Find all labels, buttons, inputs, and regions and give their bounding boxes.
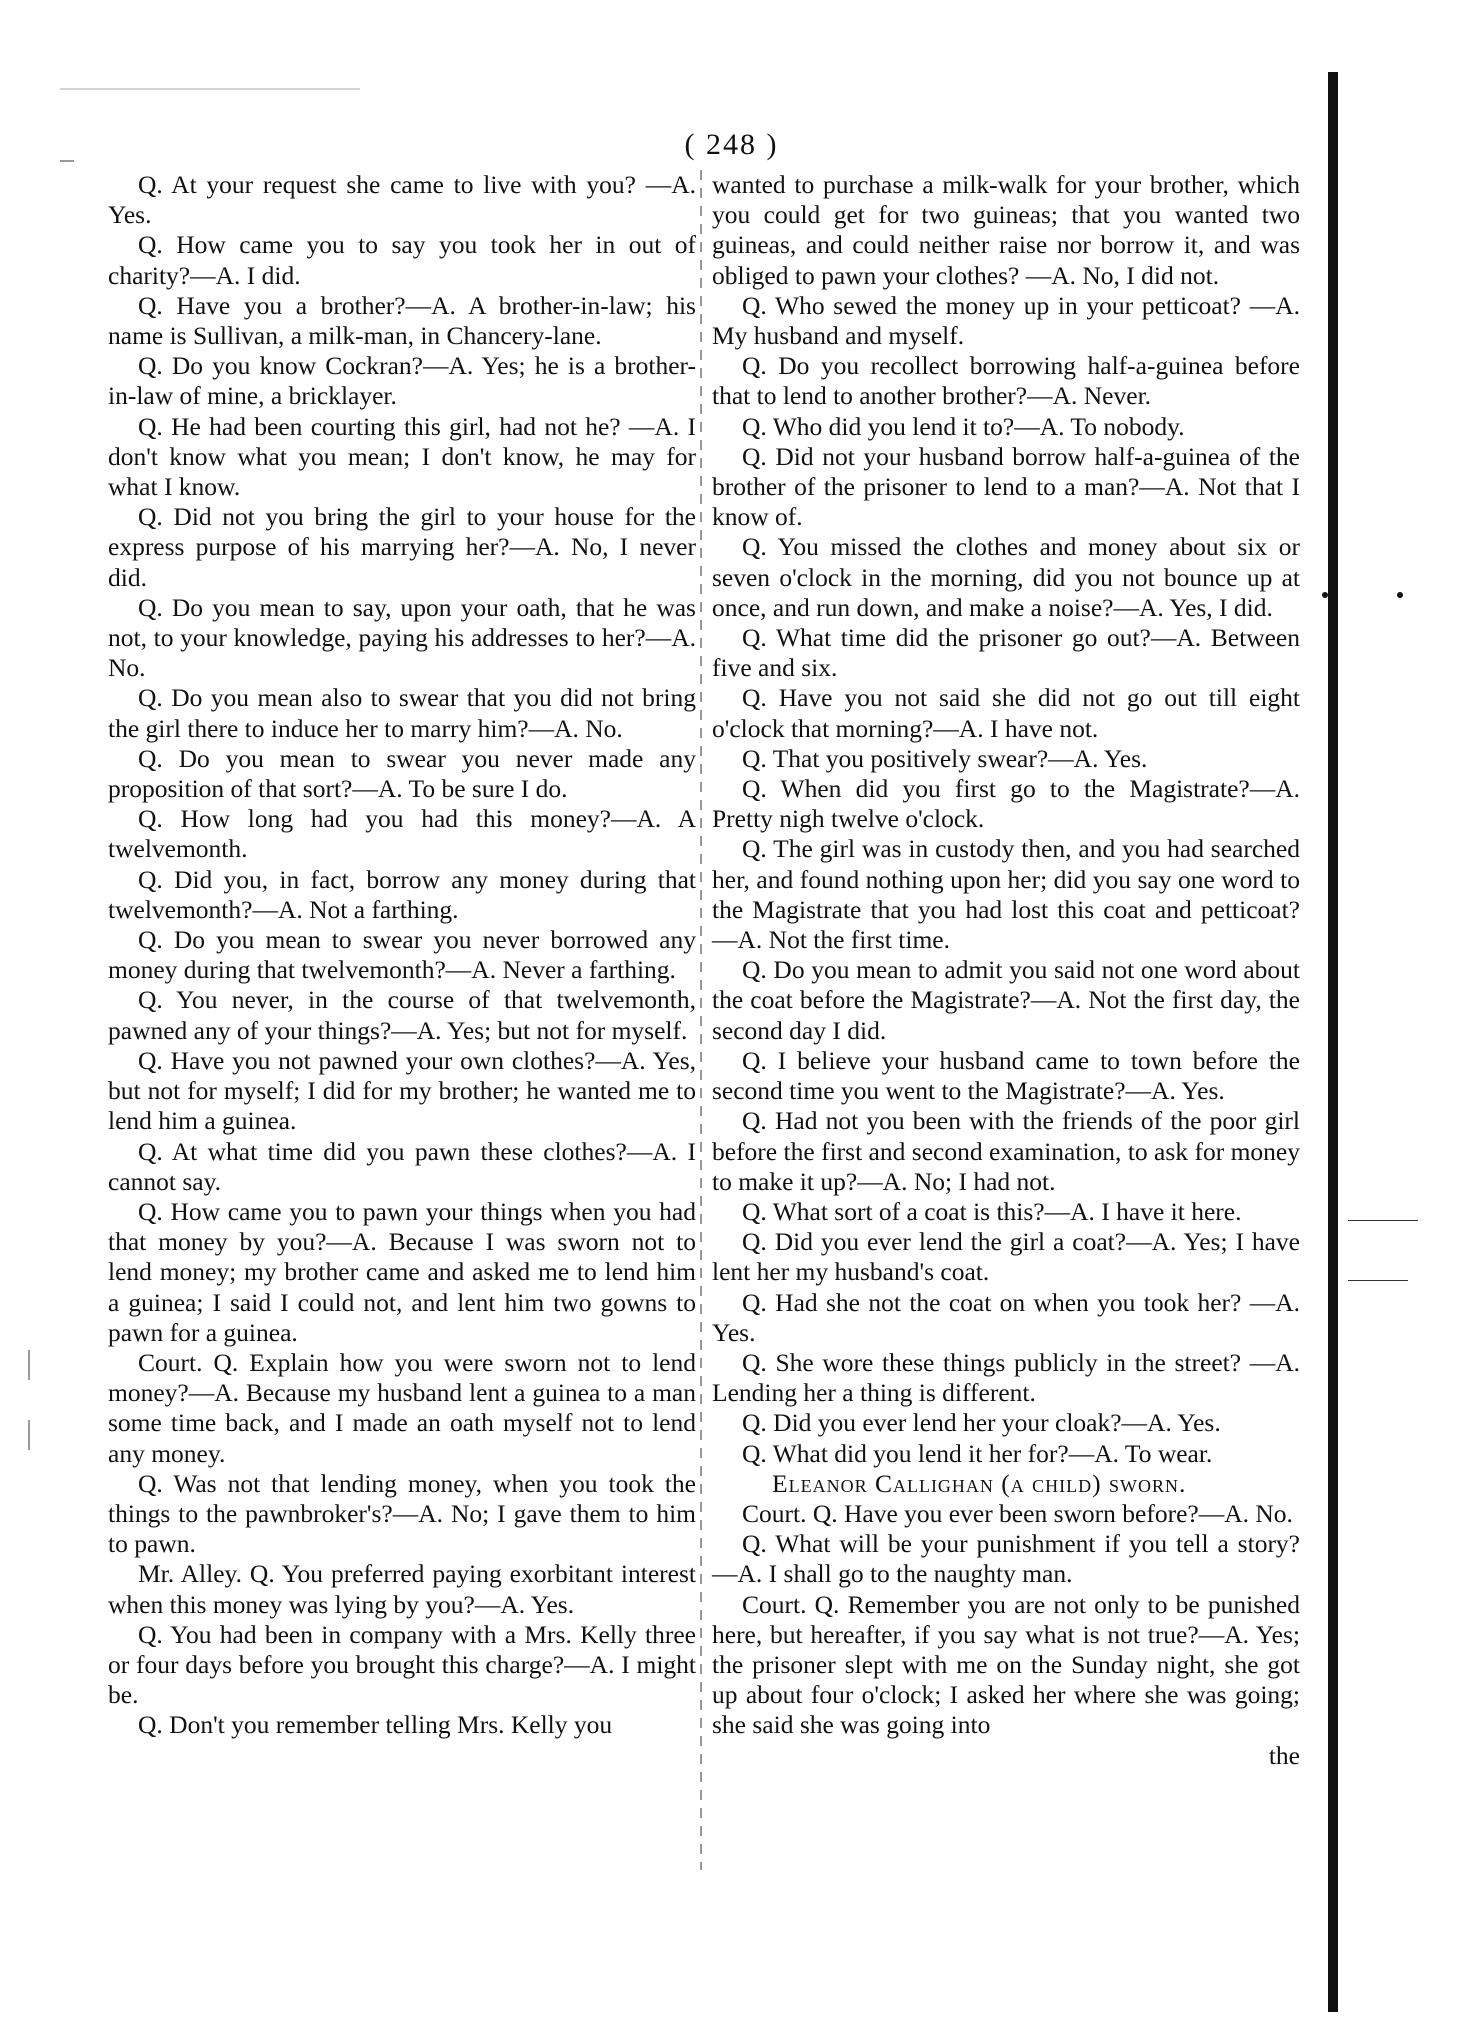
- edge-mark: [1348, 1280, 1408, 1281]
- catchword: the: [1268, 1740, 1300, 1770]
- paragraph: Q. You never, in the course of that twelvemonth, pawned any of your things?—A. Yes; but not for myself.: [108, 985, 696, 1045]
- paragraph: Mr. Alley. Q. You preferred paying exorbitant interest when this money was lying by you?—A. Yes.: [108, 1559, 696, 1619]
- right-column-part-a: [712, 291, 1300, 1469]
- paragraph: Q. You had been in company with a Mrs. Kelly three or four days before you brought this charge?—A. I might be.: [108, 1619, 696, 1710]
- paragraph: Q. Did not you bring the girl to your house for the express purpose of his marrying her?—A. No, I never did.: [108, 502, 696, 592]
- scan-speck: [28, 1420, 30, 1450]
- paragraph: Q. She wore these things publicly in the street? —A. Lending her a thing is different.: [712, 1347, 1300, 1408]
- paragraph: Q. Who sewed the money up in your petticoat? —A. My husband and myself.: [712, 290, 1300, 351]
- paragraph: Q. Do you know Cockran?—A. Yes; he is a brother-in-law of mine, a bricklayer.: [108, 351, 696, 411]
- scan-speck: [60, 160, 74, 162]
- paragraph: Q. That you positively swear?—A. Yes.: [742, 743, 1148, 773]
- column-divider: [700, 170, 702, 1870]
- paragraph: Q. Did not your husband borrow half-a-guinea of the brother of the prisoner to lend to a man?—A. Not that I know of.: [712, 441, 1300, 532]
- paragraph: Q. I believe your husband came to town before the second time you went to the Magistrate?—A. Yes.: [712, 1045, 1300, 1106]
- paragraph: Q. Do you mean to swear you never borrowed any money during that twelvemonth?—A. Never a farthing.: [108, 925, 696, 985]
- paragraph: Q. Do you mean also to swear that you did not bring the girl there to induce her to marry him?—A. No.: [108, 683, 696, 743]
- right-column-part-b: [712, 1499, 1300, 1741]
- paragraph: Q. When did you first go to the Magistrate?—A. Pretty nigh twelve o'clock.: [712, 774, 1300, 834]
- paragraph: Court. Q. Remember you are not only to be punished here, but hereafter, if you say what is not true?—A. Yes; the prisoner slept with me on the Sunday night, she got up about four o'clock; I asked her where she was going; she said she was going into: [712, 1589, 1300, 1740]
- witness-heading: Eleanor Callighan (a child) sworn.: [772, 1468, 1187, 1498]
- paragraph: Q. Do you mean to swear you never made any proposition of that sort?—A. To be sure I do.: [108, 743, 696, 804]
- paragraph: Q. Did you, in fact, borrow any money during that twelvemonth?—A. Not a farthing.: [108, 864, 696, 924]
- edge-mark: [1397, 592, 1403, 598]
- paragraph: Q. Do you mean to say, upon your oath, that he was not, to your knowledge, paying his addresses to her?—A. No.: [108, 592, 696, 683]
- paragraph: Q. Who did you lend it to?—A. To nobody.: [742, 411, 1185, 441]
- paragraph: Q. How long had you had this money?—A. A twelvemonth.: [108, 804, 696, 864]
- paragraph: wanted to purchase a milk-walk for your brother, which you could get for two guineas; that you wanted two guineas, and could neither raise nor borrow it, and was obliged to pawn your clothes? —A. No, I did not.: [712, 170, 1300, 290]
- paragraph: Q. What will be your punishment if you tell a story?—A. I shall go to the naughty man.: [712, 1529, 1300, 1589]
- paragraph: Court. Q. Explain how you were sworn not to lend money?—A. Because my husband lent a guinea to a man some time back, and I made an oath myself not to lend any money.: [108, 1347, 696, 1468]
- scan-speck: [60, 88, 360, 90]
- paragraph: Q. Do you mean to admit you said not one word about the coat before the Magistrate?—A. Not the first day, the second day I did.: [712, 955, 1300, 1045]
- paragraph: Q. You missed the clothes and money about six or seven o'clock in the morning, did you not bounce up at once, and run down, and make a noise?—A. Yes, I did.: [712, 532, 1300, 622]
- paragraph: Q. What time did the prisoner go out?—A. Between five and six.: [712, 623, 1300, 683]
- paragraph: Q. At what time did you pawn these clothes?—A. I cannot say.: [108, 1136, 696, 1196]
- paragraph: Q. He had been courting this girl, had not he? —A. I don't know what you mean; I don't know, he may for what I know.: [108, 411, 696, 502]
- paragraph: Q. How came you to pawn your things when you had that money by you?—A. Because I was sworn not to lend money; my brother came and asked me to lend him a guinea; I said I could not, and lent him two gowns to pawn for a guinea.: [108, 1196, 696, 1347]
- paragraph: Q. Did you ever lend the girl a coat?—A. Yes; I have lent her my husband's coat.: [712, 1227, 1300, 1287]
- paragraph: Q. Have you not pawned your own clothes?—A. Yes, but not for myself; I did for my brother; he wanted me to lend him a guinea.: [108, 1045, 696, 1136]
- page-number: ( 248 ): [684, 128, 779, 161]
- paragraph: Q. Had she not the coat on when you took her? —A. Yes.: [712, 1287, 1300, 1347]
- paragraph: Q. Was not that lending money, when you took the things to the pawnbroker's?—A. No; I gave them to him to pawn.: [108, 1468, 696, 1559]
- paragraph: Q. Have you a brother?—A. A brother-in-law; his name is Sullivan, a milk-man, in Chancery-lane.: [108, 290, 696, 351]
- left-column: [108, 170, 696, 1741]
- paragraph: Q. Do you recollect borrowing half-a-guinea before that to lend to another brother?—A. Never.: [712, 351, 1300, 411]
- right-column: [712, 170, 1300, 1771]
- paragraph: Q. Had not you been with the friends of the poor girl before the first and second examination, to ask for money to make it up?—A. No; I had not.: [712, 1106, 1300, 1196]
- paragraph: Q. The girl was in custody then, and you had searched her, and found nothing upon her; did you say one word to the Magistrate that you had lost this coat and petticoat?—A. Not the first time.: [712, 834, 1300, 955]
- paragraph: Q. How came you to say you took her in out of charity?—A. I did.: [108, 230, 696, 290]
- edge-mark: [1322, 592, 1328, 598]
- page-edge-bar: [1328, 72, 1338, 2012]
- paragraph: Q. What did you lend it her for?—A. To wear.: [742, 1438, 1213, 1468]
- paragraph: Q. Did you ever lend her your cloak?—A. Yes.: [742, 1408, 1221, 1438]
- paragraph: Q. Have you not said she did not go out till eight o'clock that morning?—A. I have not.: [712, 683, 1300, 743]
- paragraph: Q. Don't you remember telling Mrs. Kelly you: [138, 1710, 613, 1740]
- paragraph: Court. Q. Have you ever been sworn before?—A. No.: [742, 1498, 1293, 1528]
- scan-speck: [28, 1350, 30, 1380]
- paragraph: Q. At your request she came to live with you? —A. Yes.: [108, 170, 696, 230]
- paragraph: Q. What sort of a coat is this?—A. I have it here.: [742, 1196, 1242, 1226]
- edge-mark: [1348, 1220, 1418, 1221]
